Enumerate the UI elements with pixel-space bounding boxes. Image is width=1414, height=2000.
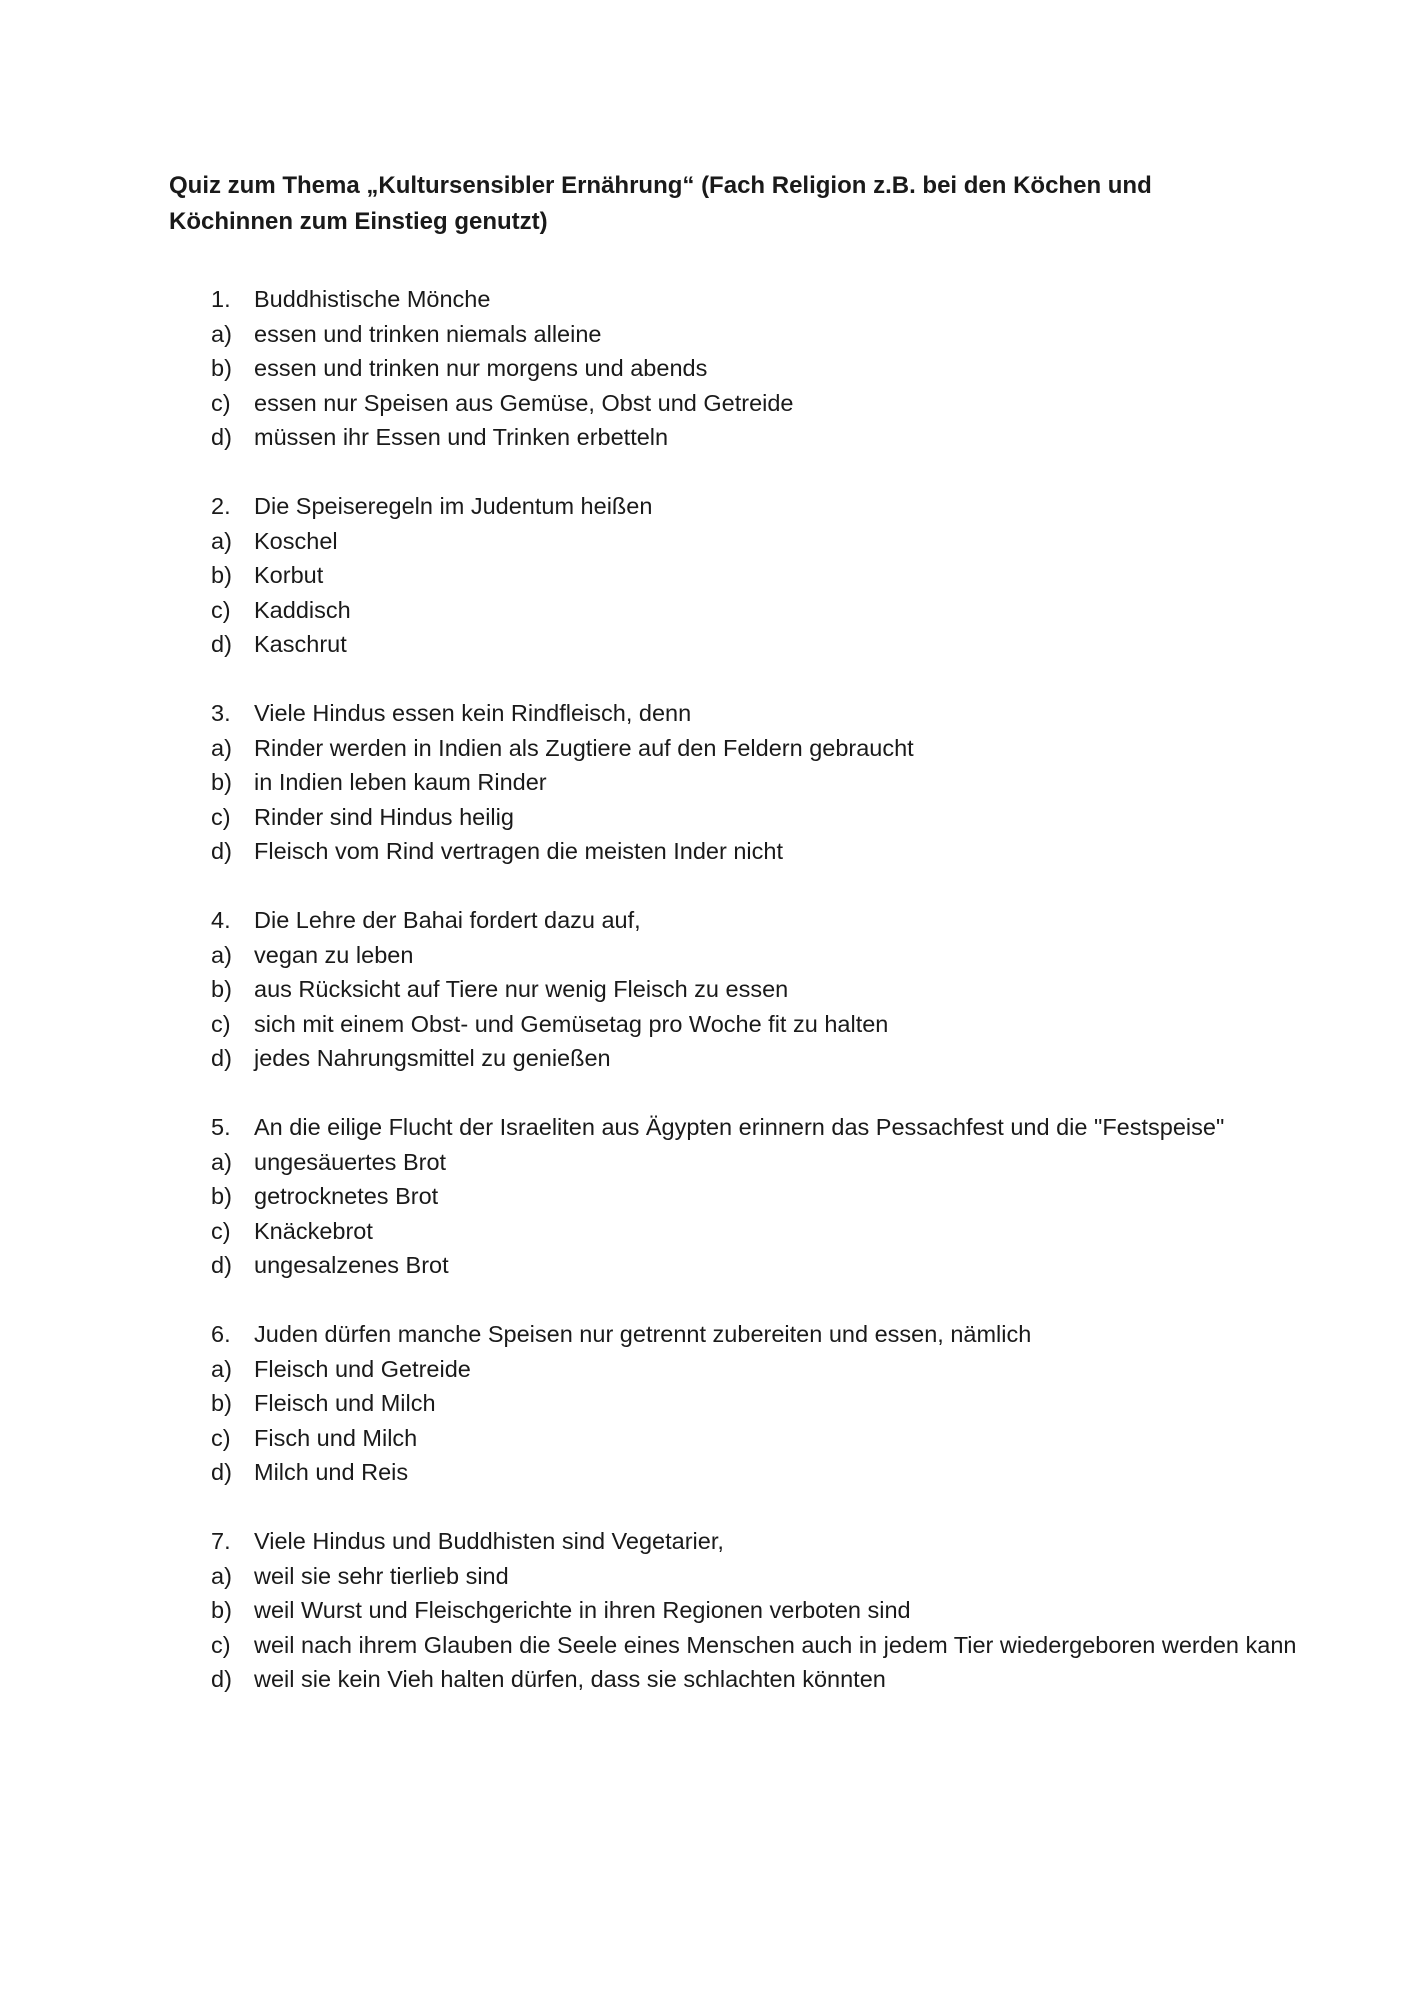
question-7 bbox=[211, 1524, 1351, 1697]
answer-option bbox=[211, 1041, 1351, 1076]
question-text: Buddhistische Mönche bbox=[254, 286, 491, 312]
option-letter: d) bbox=[211, 838, 232, 864]
question-number: 2. bbox=[211, 493, 231, 519]
option-text: weil nach ihrem Glauben die Seele eines Menschen auch in jedem Tier wiedergeboren werden kann bbox=[254, 1631, 1297, 1658]
option-text: sich mit einem Obst- und Gemüsetag pro Woche fit zu halten bbox=[254, 1010, 889, 1037]
question-row bbox=[211, 1317, 1351, 1352]
option-letter: c) bbox=[211, 1424, 231, 1451]
question-row bbox=[211, 903, 1351, 938]
question-row bbox=[211, 282, 1351, 317]
answer-option bbox=[211, 1662, 1351, 1697]
option-letter: d) bbox=[211, 1666, 232, 1692]
answer-option bbox=[211, 731, 1351, 766]
question-text: Viele Hindus essen kein Rindfleisch, denn bbox=[254, 700, 692, 726]
option-letter: a) bbox=[211, 527, 232, 554]
option-text: weil Wurst und Fleischgerichte in ihren Regionen verboten sind bbox=[254, 1597, 911, 1623]
answer-option bbox=[211, 1593, 1351, 1628]
option-text: Kaschrut bbox=[254, 631, 347, 657]
option-letter: c) bbox=[211, 389, 231, 416]
answer-option bbox=[211, 593, 1351, 628]
option-text: müssen ihr Essen und Trinken erbetteln bbox=[254, 424, 669, 450]
question-4 bbox=[211, 903, 1351, 1076]
question-text: Die Lehre der Bahai fordert dazu auf, bbox=[254, 907, 641, 933]
option-letter: b) bbox=[211, 1390, 232, 1416]
option-letter: d) bbox=[211, 1045, 232, 1071]
option-letter: d) bbox=[211, 1459, 232, 1485]
option-letter: a) bbox=[211, 941, 232, 968]
answer-option bbox=[211, 800, 1351, 835]
option-letter: d) bbox=[211, 424, 232, 450]
answer-option bbox=[211, 351, 1351, 386]
answer-option bbox=[211, 834, 1351, 869]
option-text: Fleisch und Getreide bbox=[254, 1355, 471, 1382]
option-letter: a) bbox=[211, 734, 232, 761]
option-text: getrocknetes Brot bbox=[254, 1183, 439, 1209]
answer-option bbox=[211, 765, 1351, 800]
answer-option bbox=[211, 1386, 1351, 1421]
option-letter: c) bbox=[211, 596, 231, 623]
option-letter: b) bbox=[211, 976, 232, 1002]
option-text: vegan zu leben bbox=[254, 941, 414, 968]
question-text: Juden dürfen manche Speisen nur getrennt zubereiten und essen, nämlich bbox=[254, 1321, 1032, 1347]
question-row bbox=[211, 696, 1351, 731]
answer-option bbox=[211, 386, 1351, 421]
option-text: ungesäuertes Brot bbox=[254, 1148, 447, 1175]
answer-option bbox=[211, 627, 1351, 662]
option-text: Kaddisch bbox=[254, 596, 351, 623]
answer-option bbox=[211, 1248, 1351, 1283]
option-letter: c) bbox=[211, 803, 231, 830]
question-row bbox=[211, 489, 1351, 524]
question-number: 7. bbox=[211, 1528, 231, 1554]
option-text: weil sie sehr tierlieb sind bbox=[254, 1562, 509, 1589]
question-text: Viele Hindus und Buddhisten sind Vegetarier, bbox=[254, 1528, 724, 1554]
option-text: essen und trinken niemals alleine bbox=[254, 320, 602, 347]
document-title: Quiz zum Thema „Kultursensibler Ernährung“ (Fach Religion z.B. bei den Köchen und Köchinnen zum Einstieg genutzt) bbox=[169, 172, 1152, 235]
option-letter: b) bbox=[211, 1183, 232, 1209]
option-text: ungesalzenes Brot bbox=[254, 1252, 449, 1278]
option-text: Rinder werden in Indien als Zugtiere auf den Feldern gebraucht bbox=[254, 734, 914, 761]
question-5 bbox=[211, 1110, 1351, 1283]
option-text: in Indien leben kaum Rinder bbox=[254, 769, 547, 795]
option-text: Fisch und Milch bbox=[254, 1424, 418, 1451]
option-letter: b) bbox=[211, 1597, 232, 1623]
option-text: jedes Nahrungsmittel zu genießen bbox=[254, 1045, 611, 1071]
option-text: Fleisch und Milch bbox=[254, 1390, 436, 1416]
answer-option bbox=[211, 1352, 1351, 1387]
option-letter: b) bbox=[211, 769, 232, 795]
option-letter: c) bbox=[211, 1217, 231, 1244]
question-2 bbox=[211, 489, 1351, 662]
question-row bbox=[211, 1110, 1351, 1145]
question-6 bbox=[211, 1317, 1351, 1490]
answer-option bbox=[211, 1214, 1351, 1249]
option-text: Milch und Reis bbox=[254, 1459, 409, 1485]
answer-option bbox=[211, 1628, 1351, 1663]
question-1 bbox=[211, 282, 1351, 455]
question-3 bbox=[211, 696, 1351, 869]
question-number: 4. bbox=[211, 907, 231, 933]
option-letter: a) bbox=[211, 1148, 232, 1175]
question-number: 5. bbox=[211, 1114, 231, 1140]
option-letter: b) bbox=[211, 562, 232, 588]
answer-option bbox=[211, 1455, 1351, 1490]
option-letter: a) bbox=[211, 1355, 232, 1382]
answer-option bbox=[211, 317, 1351, 352]
question-number: 3. bbox=[211, 700, 231, 726]
option-text: weil sie kein Vieh halten dürfen, dass sie schlachten könnten bbox=[254, 1666, 886, 1692]
answer-option bbox=[211, 972, 1351, 1007]
option-text: aus Rücksicht auf Tiere nur wenig Fleisch zu essen bbox=[254, 976, 789, 1002]
question-number: 6. bbox=[211, 1321, 231, 1347]
option-letter: d) bbox=[211, 1252, 232, 1278]
option-text: Fleisch vom Rind vertragen die meisten Inder nicht bbox=[254, 838, 783, 864]
option-text: essen nur Speisen aus Gemüse, Obst und Getreide bbox=[254, 389, 794, 416]
option-text: Korbut bbox=[254, 562, 324, 588]
option-text: essen und trinken nur morgens und abends bbox=[254, 355, 708, 381]
answer-option bbox=[211, 420, 1351, 455]
answer-option bbox=[211, 524, 1351, 559]
answer-option bbox=[211, 1421, 1351, 1456]
option-letter: b) bbox=[211, 355, 232, 381]
option-letter: a) bbox=[211, 1562, 232, 1589]
option-letter: d) bbox=[211, 631, 232, 657]
question-number: 1. bbox=[211, 286, 231, 312]
answer-option bbox=[211, 1559, 1351, 1594]
answer-option bbox=[211, 1007, 1351, 1042]
option-letter: a) bbox=[211, 320, 232, 347]
question-row bbox=[211, 1524, 1351, 1559]
answer-option bbox=[211, 1179, 1351, 1214]
question-text: Die Speiseregeln im Judentum heißen bbox=[254, 493, 653, 519]
question-text: An die eilige Flucht der Israeliten aus Ägypten erinnern das Pessachfest und die "Festspeise" bbox=[254, 1114, 1225, 1140]
option-letter: c) bbox=[211, 1631, 231, 1658]
answer-option bbox=[211, 938, 1351, 973]
option-text: Koschel bbox=[254, 527, 338, 554]
option-text: Knäckebrot bbox=[254, 1217, 373, 1244]
quiz-list bbox=[211, 282, 1351, 1731]
option-text: Rinder sind Hindus heilig bbox=[254, 803, 514, 830]
answer-option bbox=[211, 1145, 1351, 1180]
option-letter: c) bbox=[211, 1010, 231, 1037]
answer-option bbox=[211, 558, 1351, 593]
